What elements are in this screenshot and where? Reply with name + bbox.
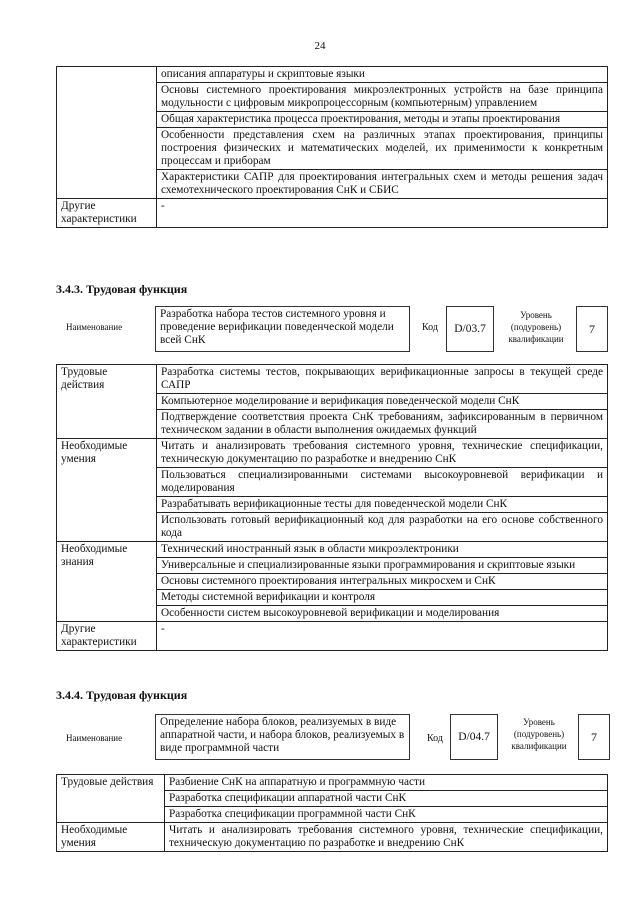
name-label: Наименование <box>66 322 123 332</box>
competency-table-3-4-4 <box>56 774 608 852</box>
row-item: Подтверждение соответствия проекта СнК требованиям, зафиксированным в первичном техническом задании в области выполнения ожидаемых функций <box>157 410 608 439</box>
table-row <box>57 67 608 83</box>
page-number: 24 <box>314 40 326 52</box>
row-item: Характеристики САПР для проектирования интегральных схем и методы решения задач схемотехнического проектирования СнК и СБИС <box>157 170 608 199</box>
function-name-box: Разработка набора тестов системного уровня и проведение верификации поведенческой модели всей СнК <box>155 306 410 352</box>
function-code-box: D/03.7 <box>446 306 494 352</box>
function-code-box: D/04.7 <box>450 714 498 760</box>
table-row <box>57 823 608 852</box>
section-title-3-4-3: 3.4.3. Трудовая функция <box>56 282 188 296</box>
level-label-line3: квалификации <box>511 741 567 751</box>
row-label: Другие характеристики <box>57 199 157 228</box>
row-item: Особенности систем высокоуровневой верификации и моделирования <box>157 606 608 622</box>
row-item: - <box>157 199 608 228</box>
table-row <box>57 199 608 228</box>
level-label <box>500 309 572 345</box>
row-item: Компьютерное моделирование и верификация поведенческой модели СнК <box>157 394 608 410</box>
row-item: Общая характеристика процесса проектирования, методы и этапы проектирования <box>157 112 608 128</box>
qualification-level-box: 7 <box>576 306 608 352</box>
level-label-line1: Уровень <box>523 717 555 727</box>
row-label: Необходимые знания <box>57 542 157 622</box>
level-label-line2: (подуровень) <box>510 322 562 332</box>
level-label <box>503 716 575 752</box>
level-label-line3: квалификации <box>508 334 564 344</box>
row-item: Читать и анализировать требования системного уровня, технические спецификации, техническую документацию по разработке и внедрению СнК <box>157 439 608 468</box>
level-label-line1: Уровень <box>520 310 552 320</box>
row-label: Трудовые действия <box>57 365 157 439</box>
row-label: Другие характеристики <box>57 622 157 651</box>
competency-table-top <box>56 66 608 228</box>
code-label: Код <box>427 733 443 744</box>
row-label: Необходимые умения <box>57 823 165 852</box>
row-item: Разработка спецификации аппаратной части СнК <box>165 791 608 807</box>
table-row <box>57 622 608 651</box>
code-label: Код <box>422 322 438 333</box>
row-item: Технический иностранный язык в области микроэлектроники <box>157 542 608 558</box>
row-item: Пользоваться специализированными системами высокоуровневой верификации и моделирования <box>157 468 608 497</box>
row-item: Разработка спецификации программной части СнК <box>165 807 608 823</box>
row-label: Необходимые умения <box>57 439 157 542</box>
row-item: Основы системного проектирования микроэлектронных устройств на базе принципа модульности с цифровым микропроцессорным (компьютерным) управлением <box>157 83 608 112</box>
row-item: описания аппаратуры и скриптовые языки <box>157 67 608 83</box>
row-item: Методы системной верификации и контроля <box>157 590 608 606</box>
table-row <box>57 365 608 394</box>
row-item: Использовать готовый верификационный код для разработки на его основе собственного кода <box>157 513 608 542</box>
row-item: Разрабатывать верификационные тесты для поведенческой модели СнК <box>157 497 608 513</box>
qualification-level-box: 7 <box>578 714 610 760</box>
name-label: Наименование <box>66 733 123 743</box>
competency-table-3-4-3 <box>56 364 608 651</box>
row-item: Разработка системы тестов, покрывающих верификационные запросы в текущей среде САПР <box>157 365 608 394</box>
table-row <box>57 542 608 558</box>
row-item: Читать и анализировать требования системного уровня, технические спецификации, техническую документацию по разработке и внедрению СнК <box>165 823 608 852</box>
level-label-line2: (подуровень) <box>513 729 565 739</box>
row-item: Разбиение СнК на аппаратную и программную части <box>165 775 608 791</box>
row-label: Трудовые действия <box>57 775 165 823</box>
row-item: Особенности представления схем на различных этапах проектирования, принципы построения физических и математических моделей, их применимости к конкретным процессам и приборам <box>157 128 608 170</box>
section-title-3-4-4: 3.4.4. Трудовая функция <box>56 688 188 702</box>
row-label <box>57 67 157 199</box>
table-row <box>57 439 608 468</box>
table-row <box>57 775 608 791</box>
row-item: Основы системного проектирования интегральных микросхем и СнК <box>157 574 608 590</box>
row-item: - <box>157 622 608 651</box>
row-item: Универсальные и специализированные языки программирования и скриптовые языки <box>157 558 608 574</box>
function-name-box: Определение набора блоков, реализуемых в виде аппаратной части, и набора блоков, реализуемых в виде программной части <box>155 714 410 760</box>
